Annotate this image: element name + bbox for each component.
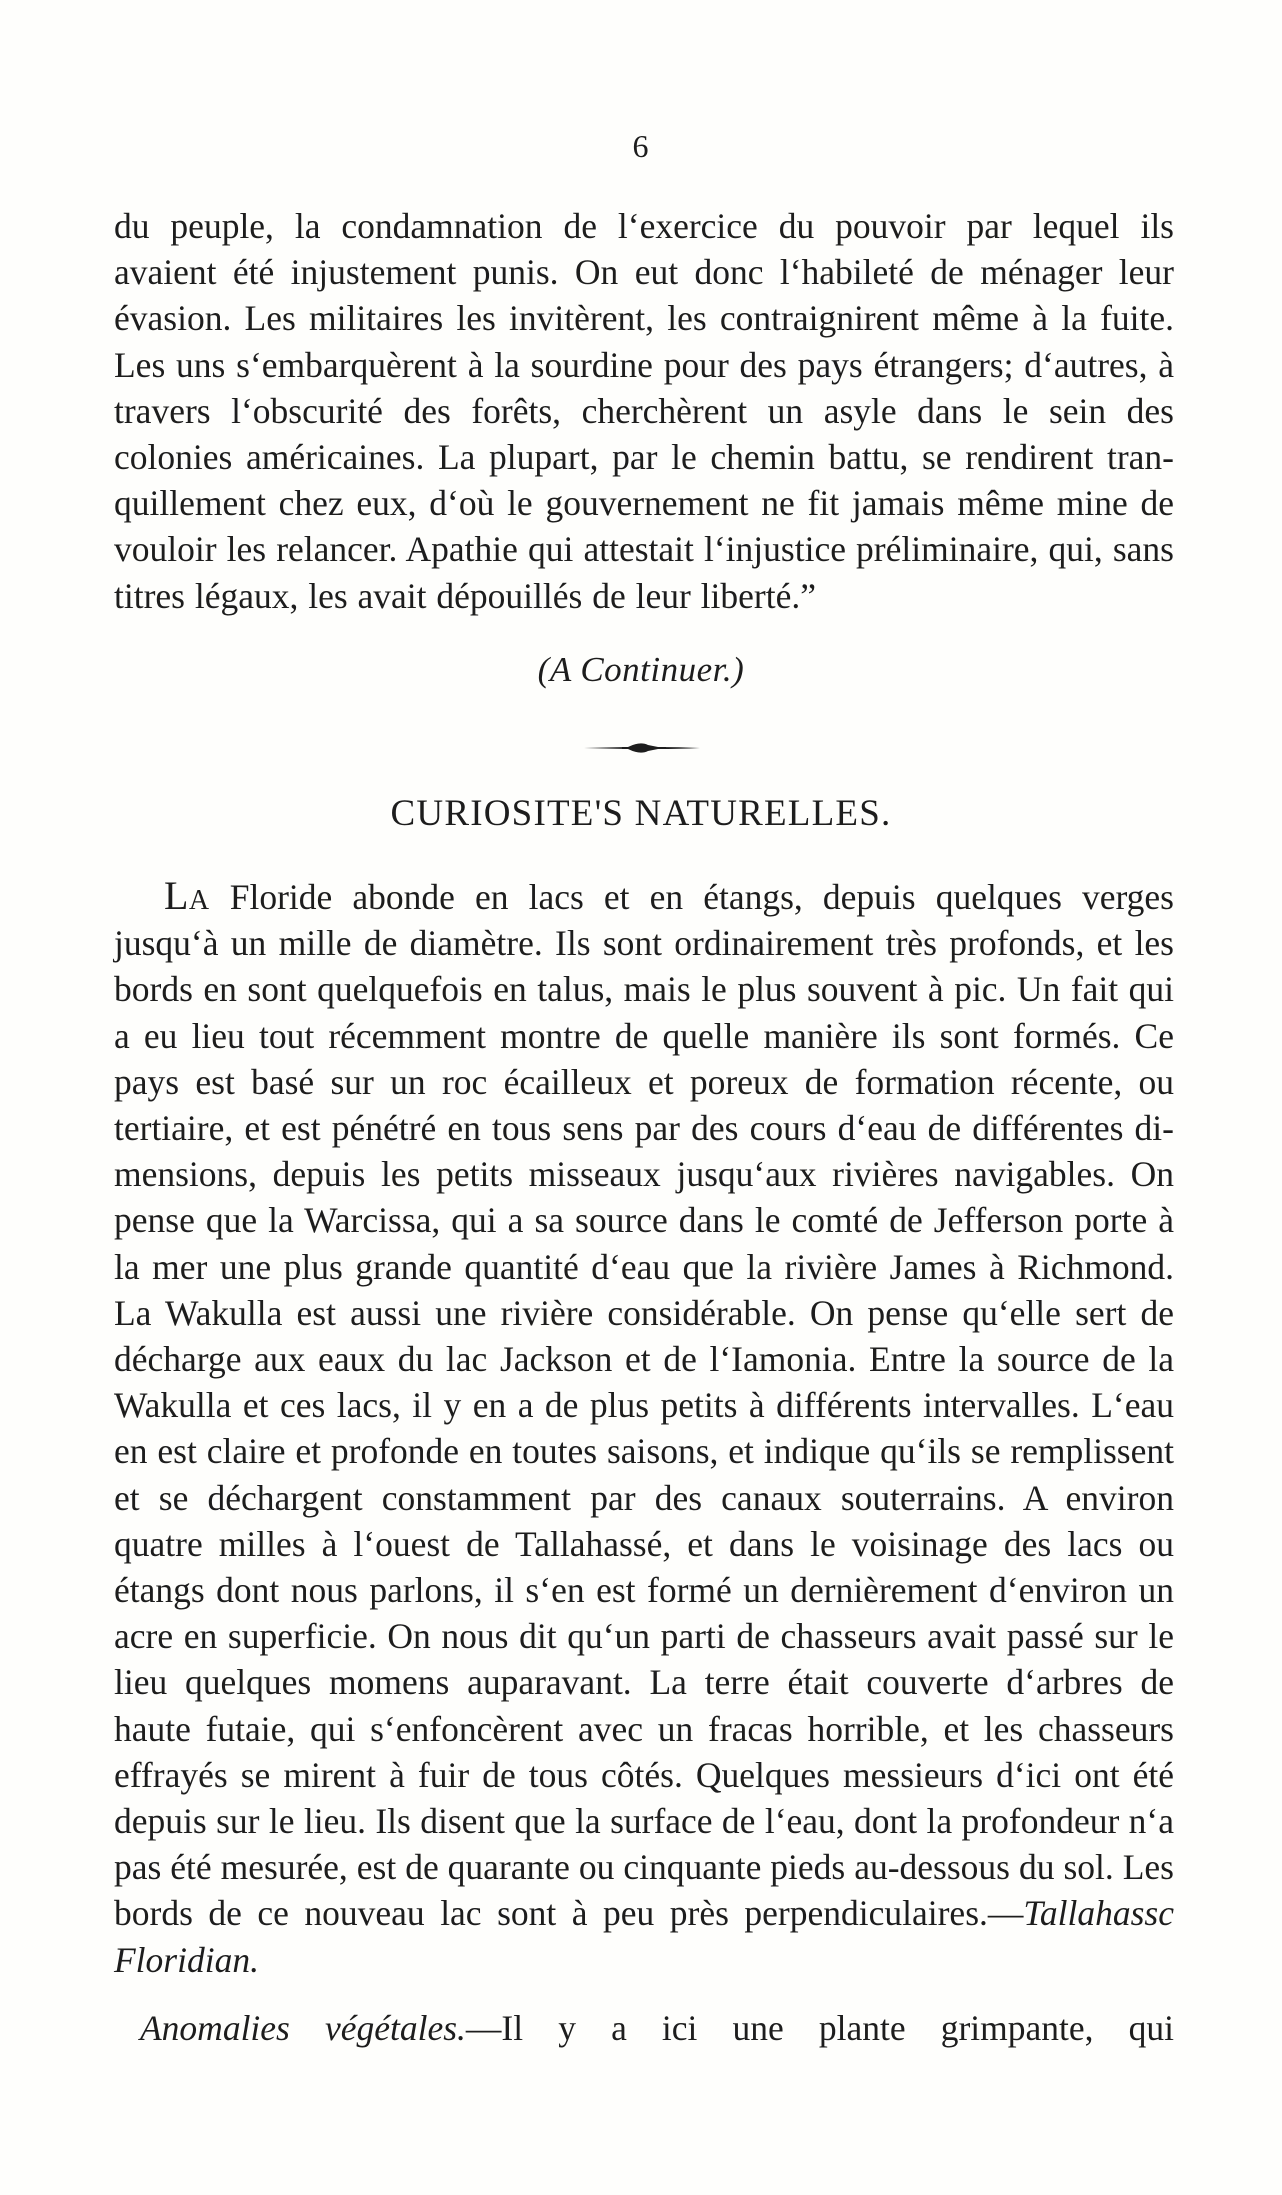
- paragraph-body: Floride abonde en lacs et en étangs, depuis quelques verges jusqu‘à un mille de diamètre. Ils sont ordinairement très profonds, et les bords en sont quelquefois en talus, mais le plus souvent à pic. Un fait qui a eu lieu tout récemment montre de quelle manière ils sont formés. Ce pays est basé sur un roc écailleux et poreux de formation récente, ou tertiaire, et est pénétré en tous sens par des cours d‘eau de différentes dimensions, depuis les petits misseaux jusqu‘aux rivières navigables. On pense que la Warcissa, qui a sa source dans le comté de Jefferson porte à la mer une plus grande quantité d‘eau que la rivière James à Richmond. La Wakulla est aussi une rivière considérable. On pense qu‘elle sert de décharge aux eaux du lac Jackson et de l‘Iamonia. Entre la source de la Wakulla et ces lacs, il y en a de plus petits à différents intervalles. L‘eau en est claire et profonde en toutes saisons, et indique qu‘ils se remplissent et se déchargent constamment par des canaux souterrains. A environ quatre milles à l‘ouest de Tallahassé, et dans le voisinage des lacs ou étangs dont nous parlons, il s‘en est formé un dernièrement d‘environ un acre en superficie. On nous dit qu‘un parti de chasseurs avait passé sur le lieu quelques momens auparavant. La terre était couverte d‘arbres de haute futaie, qui s‘enfoncèrent avec un fracas horrible, et les chasseurs effrayés se mirent à fuir de tous côtés. Quelques messieurs d‘ici ont été depuis sur le lieu. Ils disent que la surface de l‘eau, dont la profondeur n‘a pas été mesurée, est de quarante ou cinquante pieds au-dessous du sol. Les bords de ce nouveau lac sont à peu près perpendiculaires.—: [114, 877, 1174, 1934]
- section-heading: CURIOSITE'S NATURELLES.: [390, 793, 892, 834]
- page-number: 6: [632, 128, 650, 164]
- to-be-continued-note: (A Continuer.): [537, 650, 745, 689]
- next-article-line: [140, 2005, 1174, 2051]
- paragraph: [114, 873, 1174, 1983]
- article-body: [114, 873, 1174, 1983]
- paragraph: du peuple, la condamnation de l‘exercice du pouvoir par lequel ils avaient été injustement punis. On eut donc l‘habileté de ménager leur évasion. Les militaires les invitèrent, les contraignirent même à la fuite. Les uns s‘embarquèrent à la sourdine pour des pays étrangers; d‘autres, à travers l‘obscurité des forêts, cherchèrent un asyle dans le sein des colonies américaines. La plupart, par le chemin battu, se rendirent tranquillement chez eux, d‘où le gouvernement ne fit jamais même mine de vouloir les relancer. Apathie qui attestait l‘injustice préliminaire, qui, sans titres légaux, les avait dépouillés de leur liberté.”: [114, 206, 1174, 616]
- lead-word: La: [164, 873, 210, 918]
- next-article-title: Anomalies végétales.: [140, 2008, 466, 2048]
- section-divider-ornament-icon: [582, 737, 702, 759]
- continued-article: [114, 203, 1174, 619]
- next-article-text: —Il y a ici une plante grimpante, qui: [465, 2008, 1174, 2048]
- continued-article-text: [114, 203, 1174, 619]
- source-credit: Tallahassc Floridian.: [114, 1893, 1174, 1980]
- natural-curiosities-article: [114, 873, 1174, 1983]
